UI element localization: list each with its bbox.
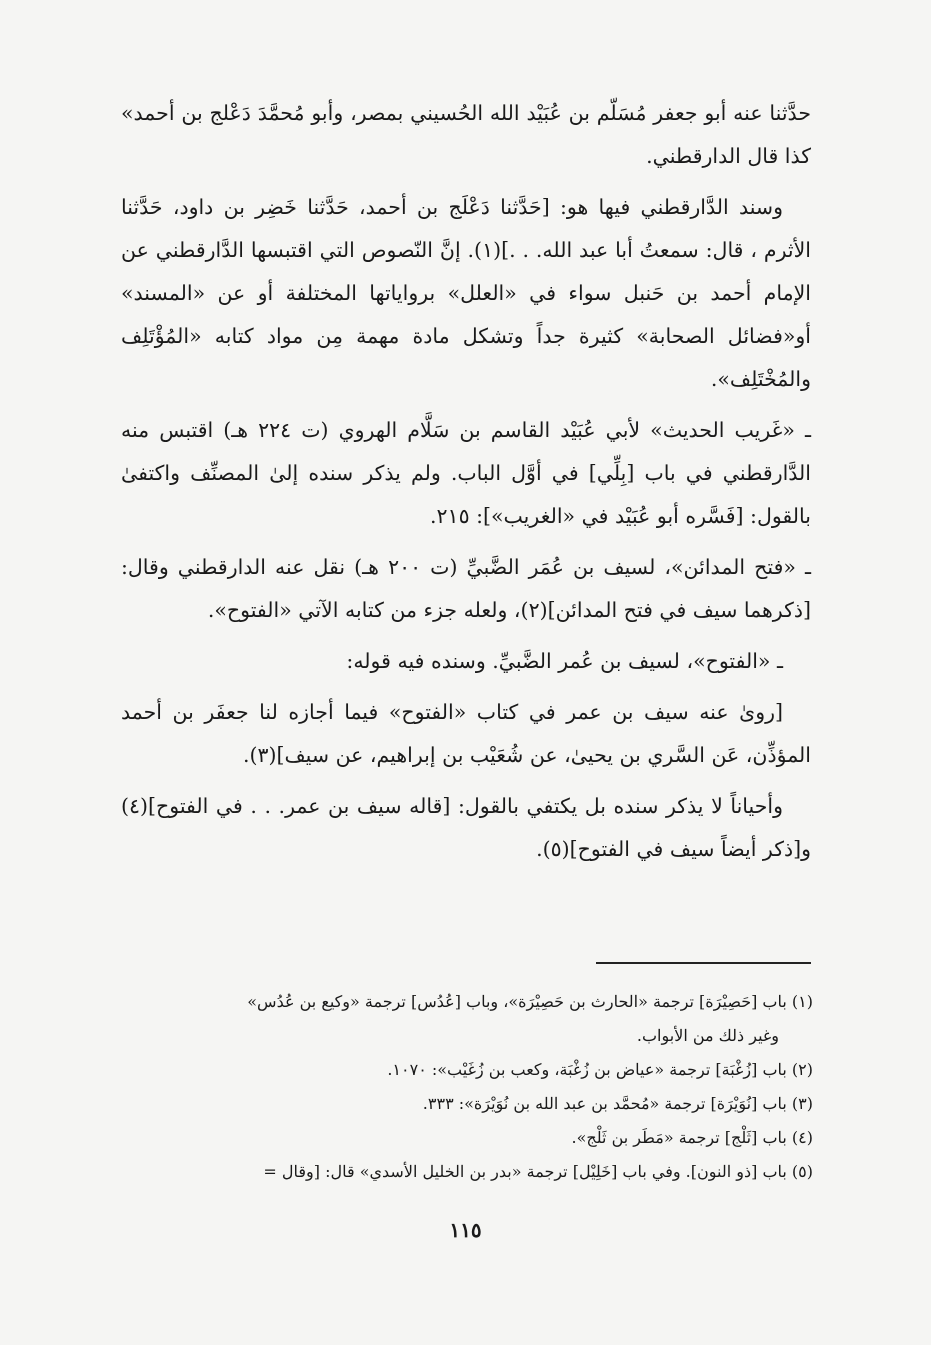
paragraph: ـ «فتح المدائن»، لسيف بن عُمَر الضَّبيِّ (ت ٢٠٠ هـ) نقل عنه الدارقطني وقال: [ذكرهما سيف في فتح المدائن](٢)، ولعله جزء من كتابه الآتي «الفتوح». xyxy=(121,555,811,622)
paragraph: ـ «الفتوح»، لسيف بن عُمر الضَّبيِّ. وسنده فيه قوله: xyxy=(346,649,783,673)
footnote: (١) باب [حَصِيْرَة] ترجمة «الحارث بن حَصِيْرَة»، وباب [عُدُس] ترجمة «وكيع بن عُدُس» xyxy=(247,992,813,1011)
main-text xyxy=(121,92,811,879)
footnote-continuation: وغير ذلك من الأبواب. xyxy=(636,1026,779,1045)
footnote: (٤) باب [ثَلْج] ترجمة «مَطَر بن ثَلْج». xyxy=(571,1128,813,1147)
paragraph: حدَّثنا عنه أبو جعفر مُسَلّم بن عُبَيْد الله الحُسيني بمصر، وأبو مُحمَّدَ دَعْلج بن أحمد» كذا قال الدارقطني. xyxy=(121,101,811,168)
paragraph: [روىٰ عنه سيف بن عمر في كتاب «الفتوح» فيما أجازه لنا جعفَر بن أحمد المؤذِّن، عَن السَّري بن يحيىٰ، عن شُعَيْب بن إبراهيم، عن سيف](٣). xyxy=(121,700,811,767)
footnote: (٣) باب [نُوَيْرَة] ترجمة «مُحمَّد بن عبد الله بن نُوَيْرَة»: ٣٣٣. xyxy=(422,1094,813,1113)
page-number: ١١٥ xyxy=(449,1218,482,1242)
paragraph: وسند الدَّارقطني فيها هو: [حَدَّثنا دَعْلَج بن أحمد، حَدَّثنا خَضِر بن داود، حَدَّثنا الأثرم ، قال: سمعتُ أبا عبد الله. . .](١). إنَّ النّصوص التي اقتبسها الدَّارقطني عن الإمام أحمد بن حَنبل سواء في «العلل» برواياتها المختلفة أو عن «المسند» أو«فضائل الصحابة» كثيرة جداً وتشكل مادة مهمة مِن مواد كتابه «المُؤْتَلِف والمُخْتَلِف». xyxy=(121,195,812,391)
footnote: (٥) باب [ذو النون]. وفي باب [خَلِيْل] ترجمة «بدر بن الخليل الأسدي» قال: [وقال = xyxy=(263,1162,813,1181)
paragraph: ـ «غَريب الحديث» لأبي عُبَيْد القاسم بن سَلَّام الهروي (ت ٢٢٤ هـ) اقتبس منه الدَّارقطني في باب [بِلِّي] في أوَّل الباب. ولم يذكر سنده إلىٰ المصنِّف واكتفىٰ بالقول: [فَسَّره أبو عُبَيْد في «الغريب»]: ٢١٥. xyxy=(121,418,811,528)
paragraph: وأحياناً لا يذكر سنده بل يكتفي بالقول: [قاله سيف بن عمر. . . في الفتوح](٤) و[ذكر أيضاً سيف في الفتوح](٥). xyxy=(121,794,811,861)
footnotes xyxy=(113,985,813,1189)
footnote-separator xyxy=(596,962,811,964)
footnote: (٢) باب [زُغْبَة] ترجمة «عياض بن زُغْبَة، وكعب بن زُغَيْب»: ١٠٧٠. xyxy=(387,1060,813,1079)
